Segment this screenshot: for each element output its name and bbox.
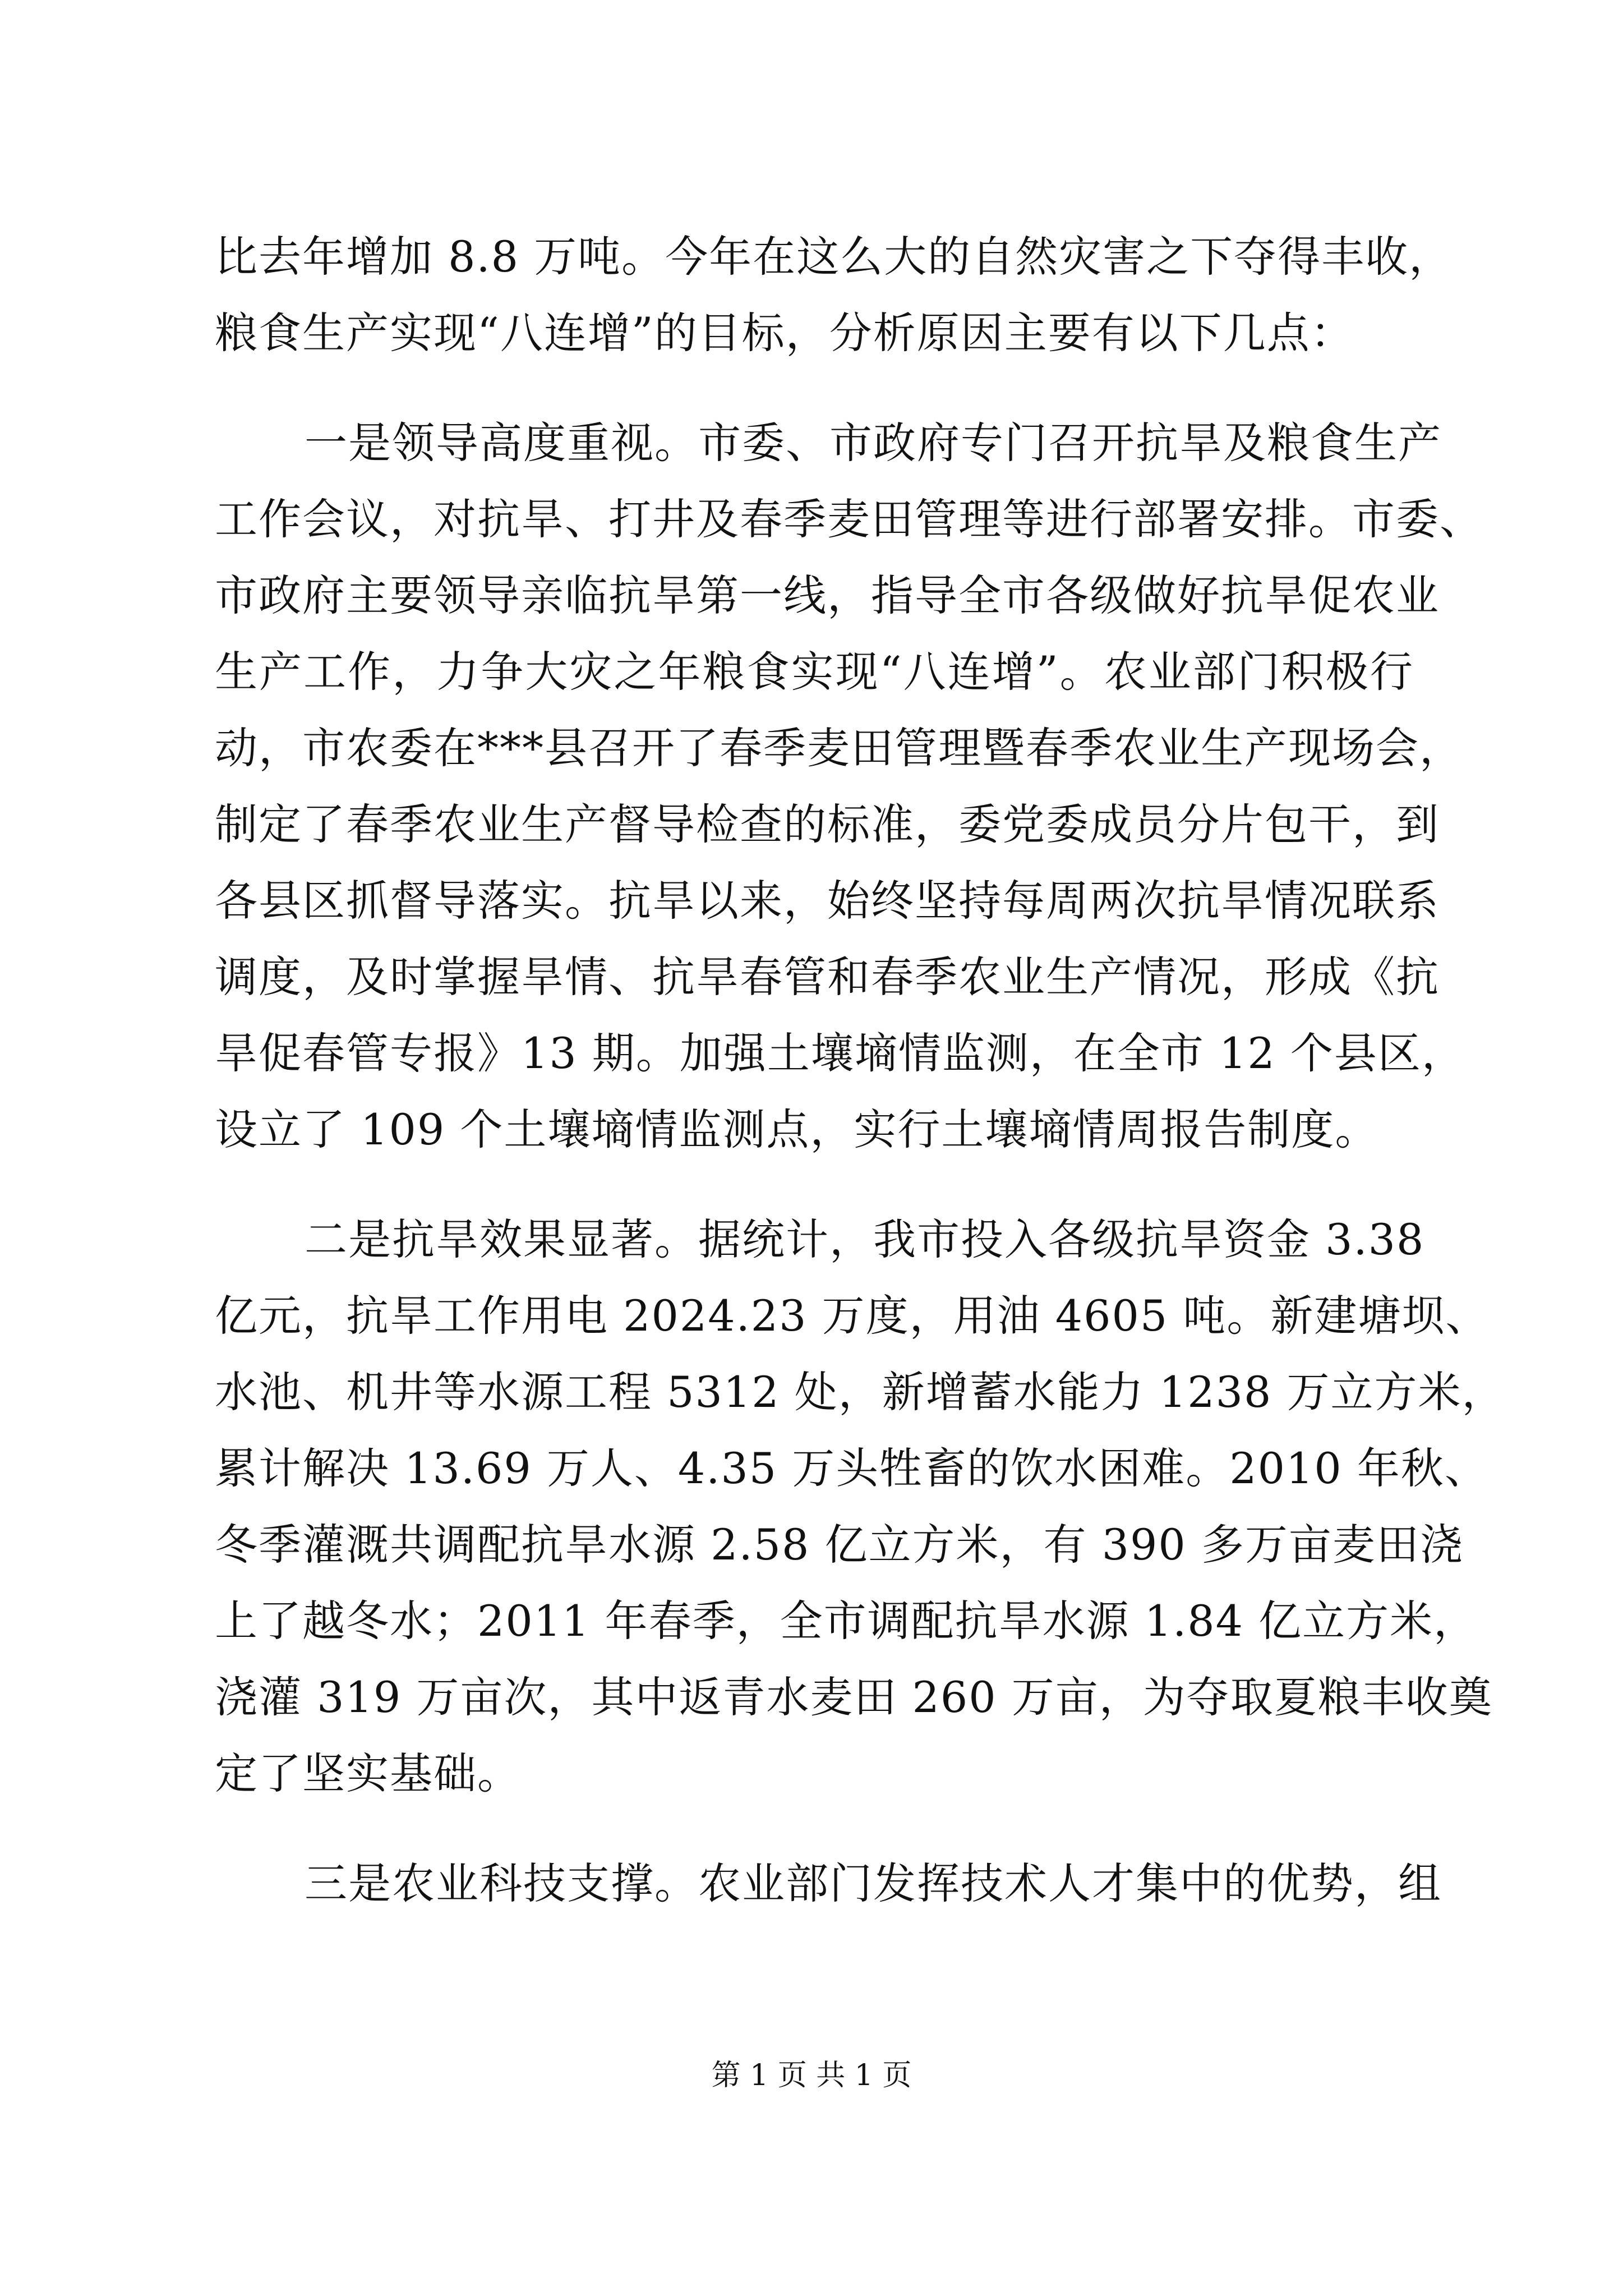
page-footer: 第 1 页 共 1 页	[711, 2059, 912, 2092]
text-line: 生产工作，力争大灾之年粮食实现“八连增”。农业部门积极行	[215, 647, 1414, 697]
text-line: 比去年增加 8.8 万吨。今年在这么大的自然灾害之下夺得丰收，	[215, 232, 1453, 282]
document-body	[215, 219, 1506, 1922]
text-line: 旱促春管专报》13 期。加强土壤墒情监测，在全市 12 个县区，	[215, 1028, 1465, 1078]
text-line: 三是农业科技支撑。农业部门发挥技术人才集中的优势，组	[305, 1858, 1442, 1908]
text-line: 制定了春季农业生产督导检查的标准，委党委成员分片包干，到	[215, 799, 1440, 849]
text-line: 累计解决 13.69 万人、4.35 万头牲畜的饮水困难。2010 年秋、	[215, 1443, 1488, 1493]
text-line: 上了越冬水；2011 年春季，全市调配抗旱水源 1.84 亿立方米，	[215, 1596, 1478, 1646]
text-line: 定了坚实基础。	[215, 1749, 521, 1798]
text-line: 工作会议，对抗旱、打井及春季麦田管理等进行部署安排。市委、	[215, 494, 1483, 544]
text-line: 水池、机井等水源工程 5312 处，新增蓄水能力 1238 万立方米，	[215, 1367, 1506, 1417]
text-line: 市政府主要领导亲临抗旱第一线，指导全市各级做好抗旱促农业	[215, 570, 1440, 620]
text-line: 浇灌 319 万亩次，其中返青水麦田 260 万亩，为夺取夏粮丰收奠	[215, 1672, 1493, 1722]
text-line: 亿元，抗旱工作用电 2024.23 万度，用油 4605 吨。新建塘坝、	[215, 1291, 1490, 1341]
text-line: 二是抗旱效果显著。据统计，我市投入各级抗旱资金 3.38	[305, 1214, 1425, 1264]
text-line: 冬季灌溉共调配抗旱水源 2.58 亿立方米，有 390 多万亩麦田浇	[215, 1520, 1464, 1570]
text-line: 粮食生产实现“八连增”的目标，分析原因主要有以下几点：	[215, 308, 1354, 358]
text-line: 设立了 109 个土壤墒情监测点，实行土壤墒情周报告制度。	[215, 1105, 1379, 1154]
text-line: 一是领导高度重视。市委、市政府专门召开抗旱及粮食生产	[305, 418, 1442, 468]
text-line: 调度，及时掌握旱情、抗旱春管和春季农业生产情况，形成《抗	[215, 952, 1440, 1002]
text-line: 各县区抓督导落实。抗旱以来，始终坚持每周两次抗旱情况联系	[215, 876, 1440, 926]
text-line: 动，市农委在***县召开了春季麦田管理暨春季农业生产现场会，	[215, 723, 1463, 773]
